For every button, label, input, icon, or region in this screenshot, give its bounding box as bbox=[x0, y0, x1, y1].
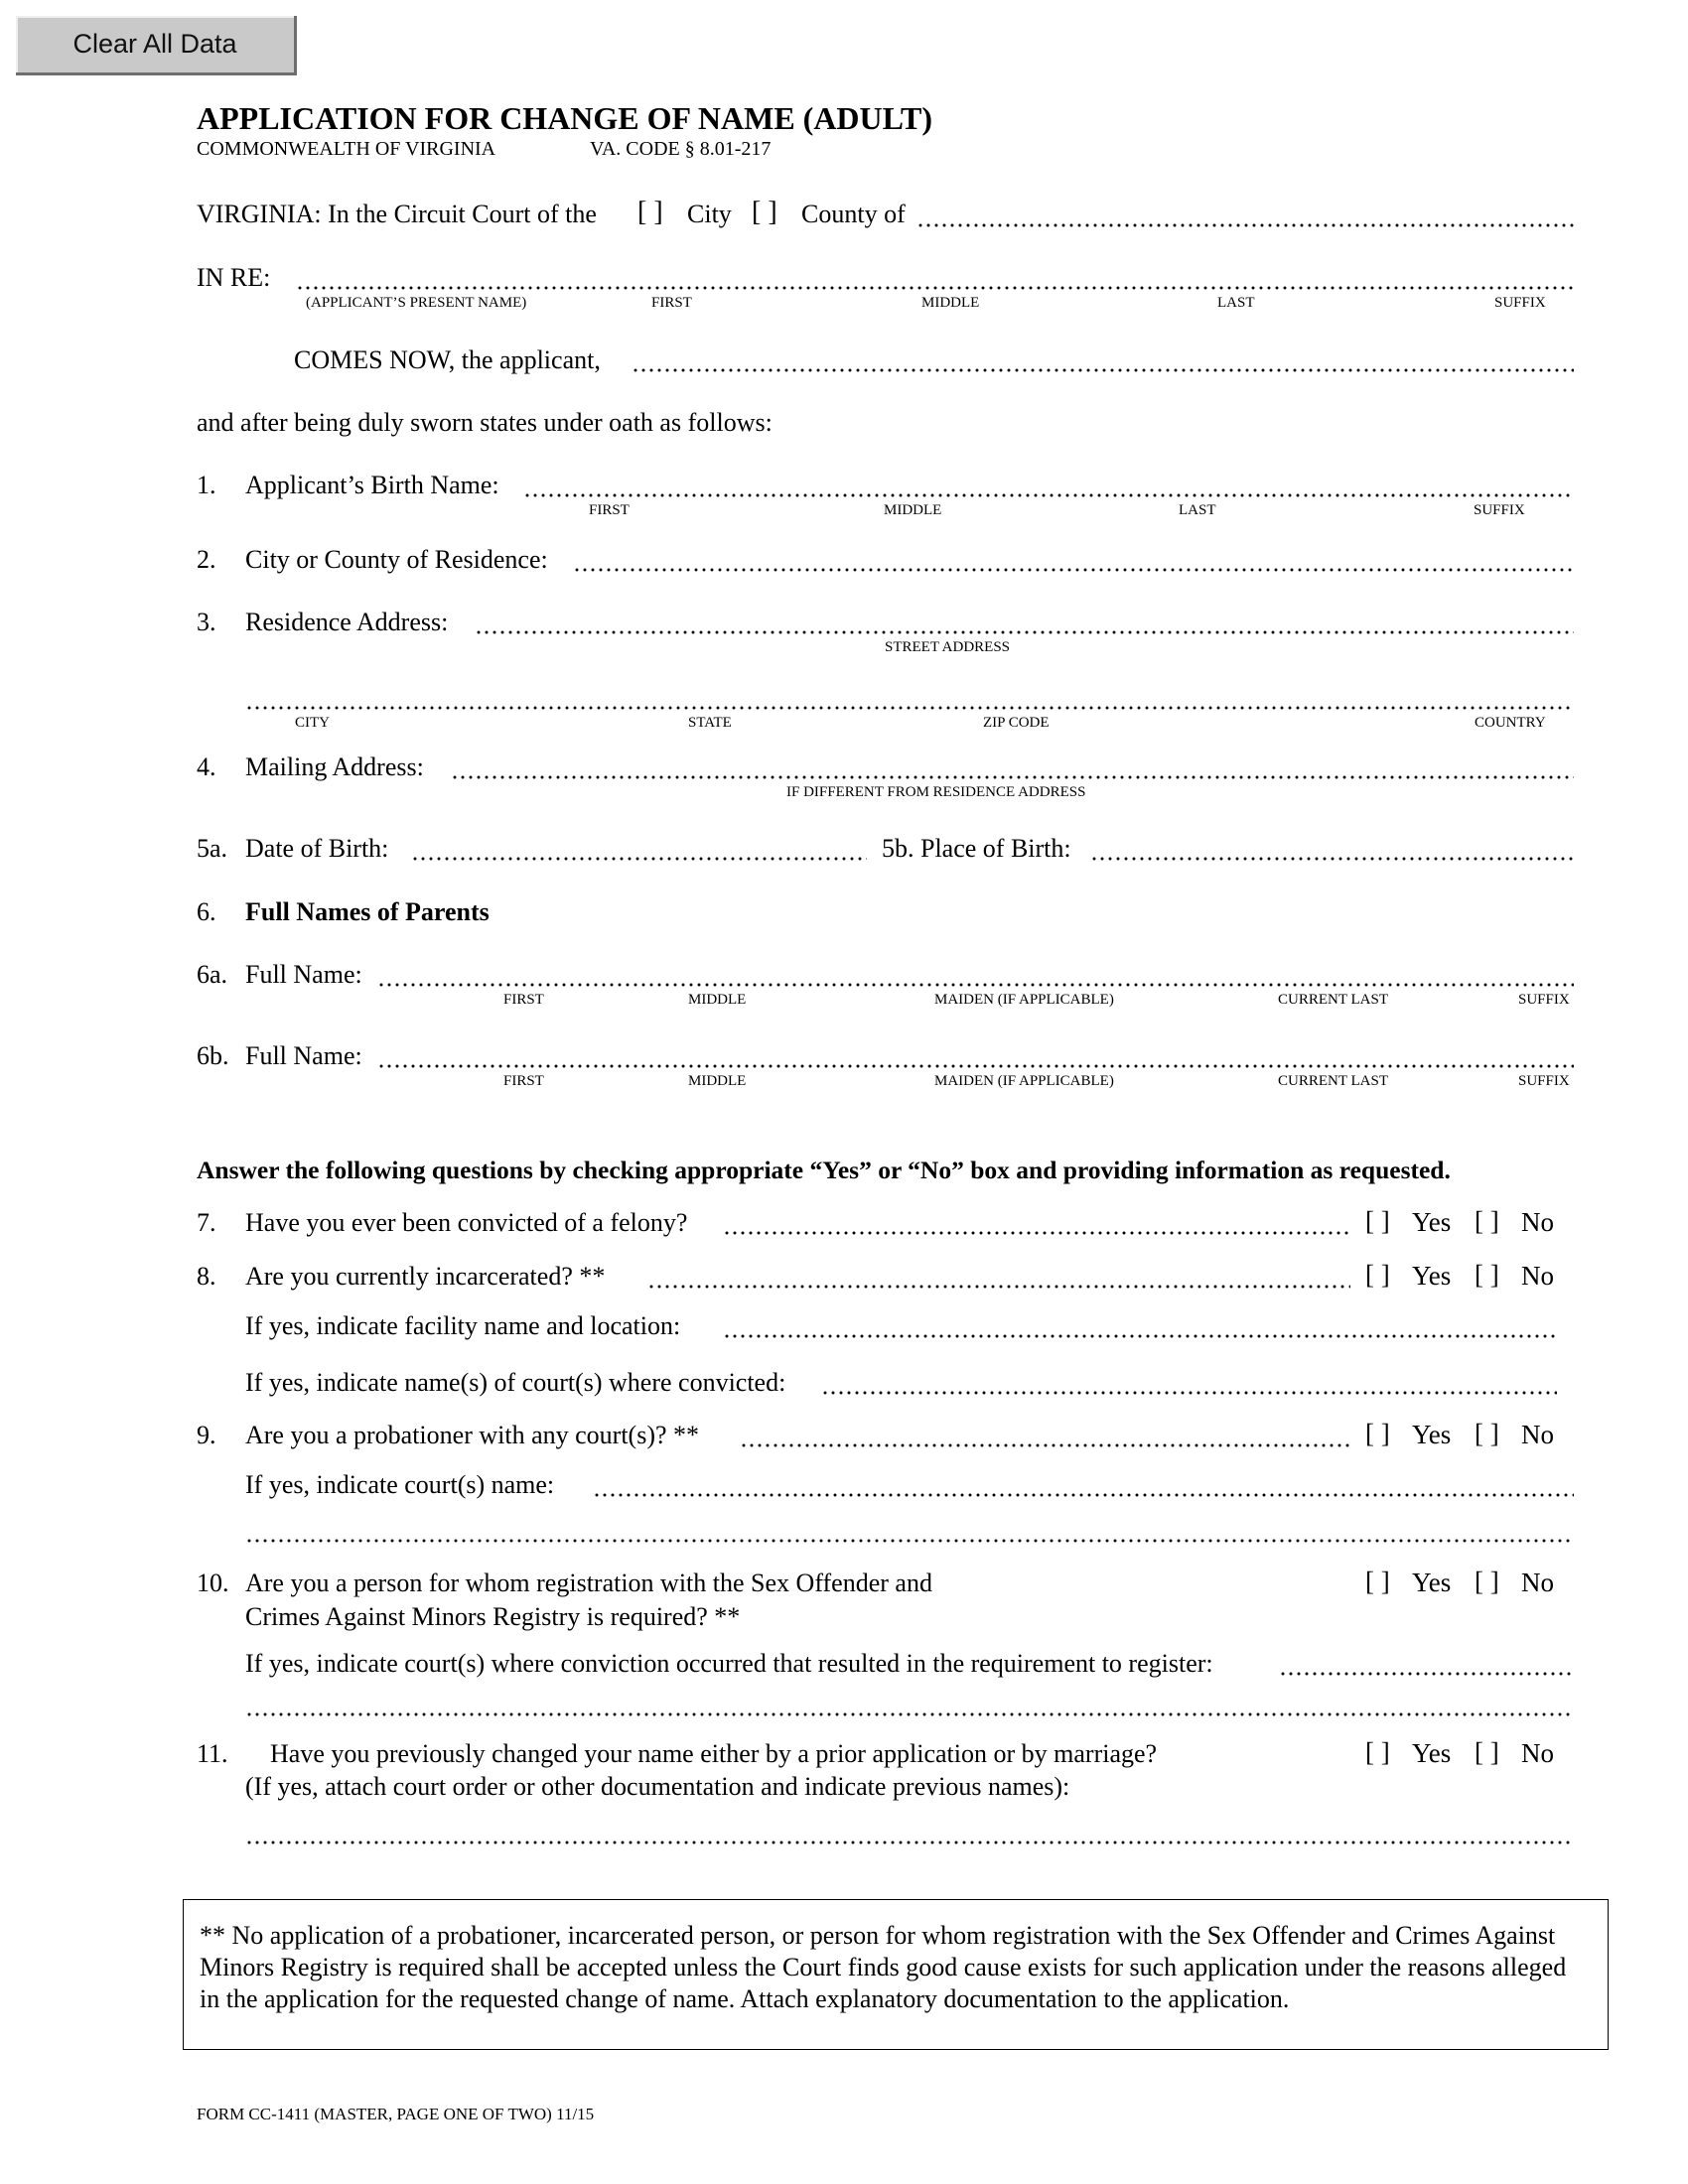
mailing-address-label: Mailing Address: bbox=[245, 752, 424, 781]
item-6-number: 6. bbox=[197, 897, 216, 926]
form-footer: FORM CC-1411 (MASTER, PAGE ONE OF TWO) 11/15 bbox=[197, 2105, 595, 2123]
instructions-heading: Answer the following questions by checking appropriate “Yes” or “No” box and providing information as requested. bbox=[197, 1156, 1451, 1184]
question-9-number: 9. bbox=[197, 1421, 216, 1449]
court-name-field[interactable] bbox=[916, 223, 1574, 227]
probation-courts-field-2[interactable] bbox=[245, 1539, 1574, 1543]
facility-label: If yes, indicate facility name and location: bbox=[245, 1311, 681, 1340]
birth-last-caption: LAST bbox=[1179, 502, 1216, 518]
question-8-leader bbox=[647, 1285, 1350, 1289]
question-9-text: Are you a probationer with any court(s)? ** bbox=[245, 1421, 700, 1449]
question-10-text-line2: Crimes Against Minors Registry is required? ** bbox=[245, 1602, 741, 1631]
question-10-text-line1: Are you a person for whom registration with the Sex Offender and bbox=[245, 1569, 932, 1597]
parent-b-middle-caption: MIDDLE bbox=[688, 1073, 747, 1089]
question-11-yes-checkbox[interactable]: [ ] bbox=[1365, 1737, 1390, 1767]
question-7-no-checkbox[interactable]: [ ] bbox=[1475, 1206, 1499, 1236]
question-8-yes-checkbox[interactable]: [ ] bbox=[1365, 1260, 1390, 1290]
residence-address-label: Residence Address: bbox=[245, 608, 449, 636]
item-3-number: 3. bbox=[197, 608, 216, 636]
question-10-no-checkbox[interactable]: [ ] bbox=[1475, 1567, 1499, 1596]
mailing-address-field[interactable] bbox=[451, 775, 1574, 779]
question-11-no-label: No bbox=[1521, 1738, 1554, 1768]
zip-caption: ZIP CODE bbox=[983, 715, 1050, 731]
question-8-text: Are you currently incarcerated? ** bbox=[245, 1262, 606, 1291]
street-address-field[interactable] bbox=[475, 630, 1574, 634]
previous-names-field[interactable] bbox=[245, 1841, 1574, 1844]
parent-a-maiden-caption: MAIDEN (IF APPLICABLE) bbox=[934, 992, 1114, 1008]
parent-b-name-field[interactable] bbox=[377, 1064, 1574, 1068]
sworn-statement: and after being duly sworn states under oath as follows: bbox=[197, 408, 773, 437]
question-7-number: 7. bbox=[197, 1208, 216, 1237]
question-7-leader bbox=[723, 1231, 1350, 1235]
present-middle-caption: MIDDLE bbox=[921, 295, 980, 311]
va-code-label: VA. CODE § 8.01-217 bbox=[590, 138, 772, 160]
date-of-birth-label: Date of Birth: bbox=[245, 834, 389, 863]
question-9-leader bbox=[740, 1443, 1350, 1447]
birth-name-field[interactable] bbox=[523, 493, 1574, 497]
clear-all-data-button[interactable]: Clear All Data bbox=[16, 16, 297, 75]
parent-b-first-caption: FIRST bbox=[503, 1073, 544, 1089]
question-9-no-checkbox[interactable]: [ ] bbox=[1475, 1419, 1499, 1448]
present-name-field[interactable] bbox=[296, 286, 1574, 290]
county-label: County of bbox=[801, 200, 906, 228]
parent-a-name-field[interactable] bbox=[377, 983, 1574, 987]
country-caption: COUNTRY bbox=[1475, 715, 1546, 731]
probation-courts-field[interactable] bbox=[593, 1493, 1574, 1497]
present-first-caption: FIRST bbox=[651, 295, 692, 311]
present-suffix-caption: SUFFIX bbox=[1494, 295, 1546, 311]
notice-box bbox=[183, 1899, 1609, 2050]
state-caption: STATE bbox=[688, 715, 732, 731]
parent-b-maiden-caption: MAIDEN (IF APPLICABLE) bbox=[934, 1073, 1114, 1089]
parent-a-suffix-caption: SUFFIX bbox=[1518, 992, 1570, 1008]
birth-middle-caption: MIDDLE bbox=[884, 502, 942, 518]
question-11-subtext: (If yes, attach court order or other documentation and indicate previous names): bbox=[245, 1772, 1070, 1801]
item-6a-number: 6a. bbox=[197, 960, 228, 989]
question-11-number: 11. bbox=[197, 1739, 228, 1768]
question-11-text: Have you previously changed your name either by a prior application or by marriage? bbox=[270, 1739, 1158, 1768]
parent-b-label: Full Name: bbox=[245, 1041, 362, 1070]
city-caption: CITY bbox=[295, 715, 330, 731]
question-7-no-label: No bbox=[1521, 1207, 1554, 1237]
parent-b-suffix-caption: SUFFIX bbox=[1518, 1073, 1570, 1089]
registry-courts-label: If yes, indicate court(s) where conviction occurred that resulted in the requirement to register: bbox=[245, 1649, 1213, 1678]
question-10-yes-checkbox[interactable]: [ ] bbox=[1365, 1567, 1390, 1596]
page-title: APPLICATION FOR CHANGE OF NAME (ADULT) bbox=[197, 100, 933, 136]
residence-city-field[interactable] bbox=[573, 568, 1574, 572]
question-8-yes-label: Yes bbox=[1412, 1261, 1452, 1291]
comes-now-label: COMES NOW, the applicant, bbox=[294, 345, 601, 374]
county-checkbox[interactable]: [ ] bbox=[752, 197, 777, 227]
present-last-caption: LAST bbox=[1217, 295, 1255, 311]
question-11-yes-label: Yes bbox=[1412, 1738, 1452, 1768]
item-6b-number: 6b. bbox=[197, 1041, 229, 1070]
question-10-yes-label: Yes bbox=[1412, 1568, 1452, 1597]
place-of-birth-field[interactable] bbox=[1090, 857, 1574, 861]
city-state-zip-field[interactable] bbox=[245, 706, 1574, 710]
birth-first-caption: FIRST bbox=[589, 502, 630, 518]
question-8-no-label: No bbox=[1521, 1261, 1554, 1291]
question-10-no-label: No bbox=[1521, 1568, 1554, 1597]
parent-a-first-caption: FIRST bbox=[503, 992, 544, 1008]
question-7-yes-label: Yes bbox=[1412, 1207, 1452, 1237]
convicted-courts-label: If yes, indicate name(s) of court(s) where convicted: bbox=[245, 1368, 786, 1397]
question-8-number: 8. bbox=[197, 1262, 216, 1291]
question-7-text: Have you ever been convicted of a felony? bbox=[245, 1208, 688, 1237]
question-9-yes-checkbox[interactable]: [ ] bbox=[1365, 1419, 1390, 1448]
question-7-yes-checkbox[interactable]: [ ] bbox=[1365, 1206, 1390, 1236]
birth-suffix-caption: SUFFIX bbox=[1474, 502, 1525, 518]
convicted-courts-field[interactable] bbox=[821, 1391, 1557, 1395]
registry-courts-field-2[interactable] bbox=[245, 1712, 1574, 1716]
parents-heading: Full Names of Parents bbox=[245, 897, 490, 926]
date-of-birth-field[interactable] bbox=[411, 857, 867, 861]
place-of-birth-label: 5b. Place of Birth: bbox=[882, 834, 1071, 863]
commonwealth-label: COMMONWEALTH OF VIRGINIA bbox=[197, 138, 496, 160]
question-8-no-checkbox[interactable]: [ ] bbox=[1475, 1260, 1499, 1290]
city-checkbox[interactable]: [ ] bbox=[637, 197, 663, 227]
present-name-caption: (APPLICANT’S PRESENT NAME) bbox=[306, 295, 527, 311]
question-11-no-checkbox[interactable]: [ ] bbox=[1475, 1737, 1499, 1767]
parent-a-current-last-caption: CURRENT LAST bbox=[1278, 992, 1388, 1008]
applicant-name-field[interactable] bbox=[632, 368, 1574, 372]
street-address-caption: STREET ADDRESS bbox=[885, 639, 1010, 655]
facility-field[interactable] bbox=[723, 1334, 1557, 1338]
city-label: City bbox=[687, 200, 732, 228]
probation-courts-label: If yes, indicate court(s) name: bbox=[245, 1470, 555, 1499]
question-9-yes-label: Yes bbox=[1412, 1420, 1452, 1449]
notice-text: ** No application of a probationer, incarcerated person, or person for whom registration with the Sex Offender and Crimes Against Minors Registry is required shall be accepted unless the Court finds good cause exists for such application under the reasons alleged in the application for the requested change of name. Attach explanatory documentation to the application. bbox=[200, 1921, 1567, 2013]
birth-name-label: Applicant’s Birth Name: bbox=[245, 471, 499, 499]
mailing-address-caption: IF DIFFERENT FROM RESIDENCE ADDRESS bbox=[786, 784, 1086, 800]
question-10-number: 10. bbox=[197, 1569, 229, 1597]
item-4-number: 4. bbox=[197, 752, 216, 781]
parent-b-current-last-caption: CURRENT LAST bbox=[1278, 1073, 1388, 1089]
item-2-number: 2. bbox=[197, 545, 216, 574]
item-5a-number: 5a. bbox=[197, 834, 228, 863]
item-1-number: 1. bbox=[197, 471, 216, 499]
in-re-label: IN RE: bbox=[197, 263, 271, 292]
residence-city-label: City or County of Residence: bbox=[245, 545, 548, 574]
court-prefix: VIRGINIA: In the Circuit Court of the bbox=[197, 200, 597, 228]
parent-a-label: Full Name: bbox=[245, 960, 362, 989]
registry-courts-field[interactable] bbox=[1279, 1672, 1574, 1676]
question-9-no-label: No bbox=[1521, 1420, 1554, 1449]
parent-a-middle-caption: MIDDLE bbox=[688, 992, 747, 1008]
